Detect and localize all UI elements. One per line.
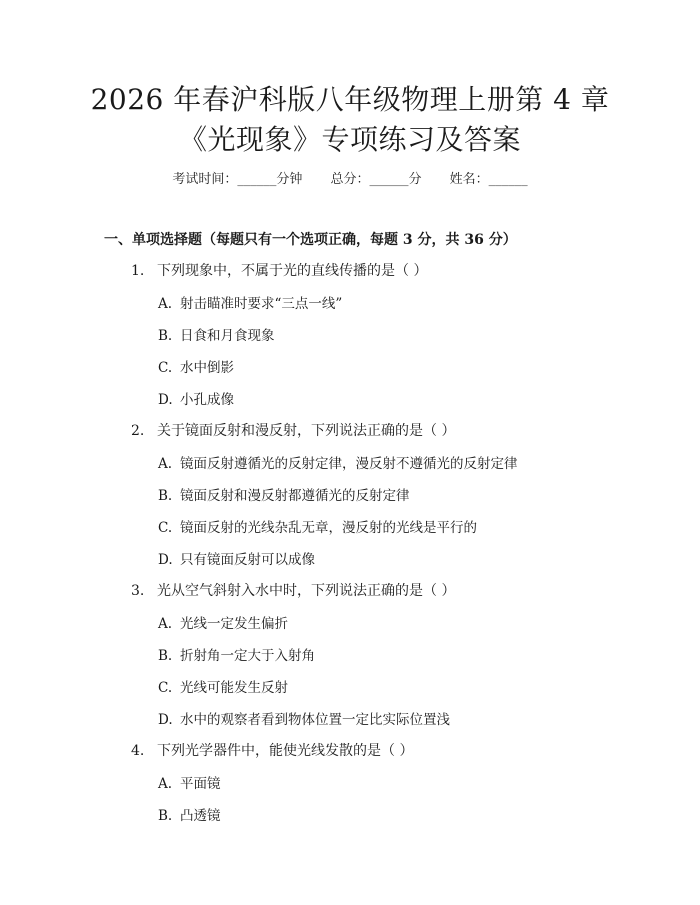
question-3-option-a <box>158 612 288 632</box>
section-heading: 一、单项选择题（每题只有一个选项正确，每题 3 分，共 36 分） <box>104 232 517 248</box>
question-text: 光从空气斜射入水中时，下列说法正确的是（ ） <box>157 583 456 599</box>
option-letter: D. <box>158 552 173 568</box>
question-1-option-b <box>158 324 275 344</box>
option-letter: A. <box>158 616 173 632</box>
exam-name: 姓名：______ <box>449 172 528 187</box>
option-letter: C. <box>158 520 173 536</box>
option-text: 光线可能发生反射 <box>180 680 288 696</box>
option-text: 镜面反射遵循光的反射定律，漫反射不遵循光的反射定律 <box>180 456 518 472</box>
option-letter: A. <box>158 776 173 792</box>
option-text: 水中倒影 <box>180 360 234 376</box>
document-title: 2026 年春沪科版八年级物理上册第 4 章《光现象》专项练习及答案 <box>90 83 610 156</box>
question-text: 关于镜面反射和漫反射，下列说法正确的是（ ） <box>157 423 456 439</box>
option-text: 折射角一定大于入射角 <box>180 648 315 664</box>
question-text: 下列光学器件中，能使光线发散的是（ ） <box>157 743 414 759</box>
question-1-option-c <box>158 356 234 376</box>
option-letter: B. <box>158 808 173 824</box>
option-text: 光线一定发生偏折 <box>180 616 288 632</box>
option-text: 日食和月食现象 <box>180 328 275 344</box>
option-letter: B. <box>158 328 173 344</box>
option-text: 射击瞄准时要求“三点一线” <box>180 296 343 312</box>
question-1-option-d <box>158 388 234 408</box>
option-letter: A. <box>158 296 173 312</box>
exam-time: 考试时间：______分钟 <box>172 172 303 187</box>
question-1 <box>131 260 427 280</box>
option-letter: D. <box>158 712 173 728</box>
question-1-option-a <box>158 292 342 312</box>
question-4 <box>131 740 413 760</box>
exam-score: 总分：______分 <box>330 172 422 187</box>
question-number: 2. <box>131 423 145 439</box>
option-text: 镜面反射的光线杂乱无章，漫反射的光线是平行的 <box>180 520 477 536</box>
option-letter: C. <box>158 360 173 376</box>
option-text: 凸透镜 <box>180 808 221 824</box>
question-2-option-c <box>158 516 477 536</box>
option-text: 小孔成像 <box>180 392 234 408</box>
option-text: 镜面反射和漫反射都遵循光的反射定律 <box>180 488 410 504</box>
option-letter: B. <box>158 488 173 504</box>
question-2-option-a <box>158 452 518 472</box>
question-4-option-b <box>158 804 221 824</box>
question-2-option-d <box>158 548 315 568</box>
option-letter: D. <box>158 392 173 408</box>
option-letter: C. <box>158 680 173 696</box>
option-text: 平面镜 <box>180 776 221 792</box>
exam-meta <box>0 168 700 187</box>
question-3-option-c <box>158 676 288 696</box>
question-3 <box>131 580 455 600</box>
option-letter: A. <box>158 456 173 472</box>
question-number: 4. <box>131 743 145 759</box>
option-letter: B. <box>158 648 173 664</box>
question-2-option-b <box>158 484 410 504</box>
question-4-option-a <box>158 772 221 792</box>
question-number: 1. <box>131 263 145 279</box>
question-number: 3. <box>131 583 145 599</box>
question-3-option-d <box>158 708 450 728</box>
question-2 <box>131 420 455 440</box>
question-3-option-b <box>158 644 315 664</box>
option-text: 只有镜面反射可以成像 <box>180 552 315 568</box>
option-text: 水中的观察者看到物体位置一定比实际位置浅 <box>180 712 450 728</box>
question-text: 下列现象中，不属于光的直线传播的是（ ） <box>157 263 428 279</box>
